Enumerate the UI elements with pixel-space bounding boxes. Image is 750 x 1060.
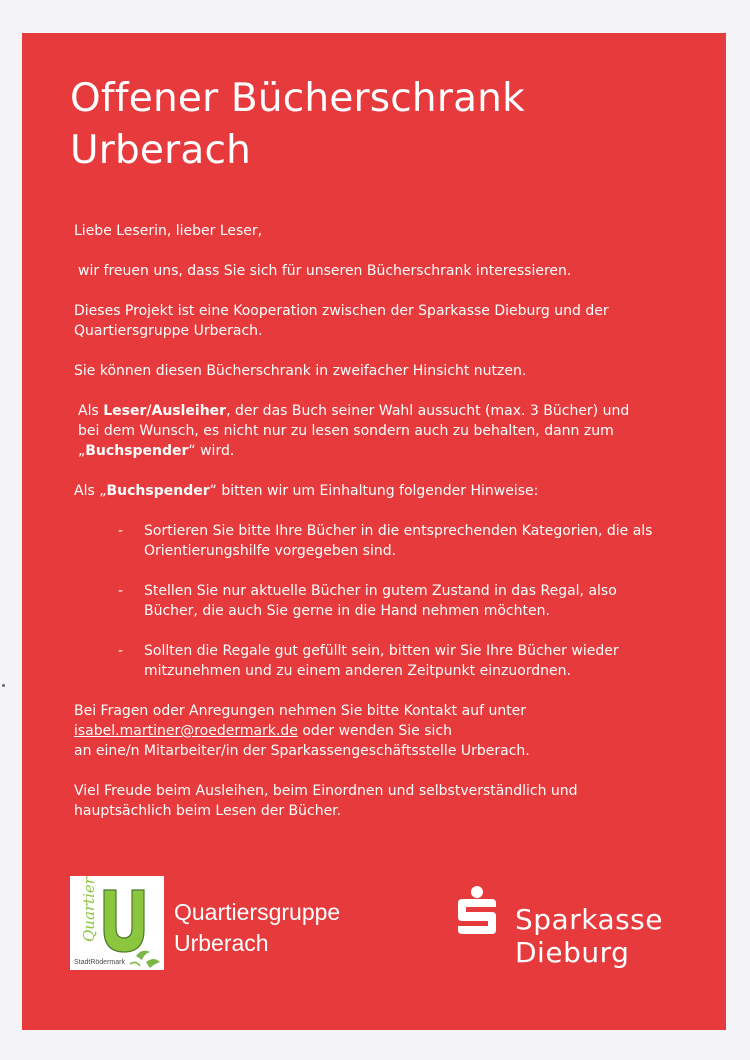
spk-line-2: Dieburg: [515, 936, 630, 969]
reader-prefix: Als: [78, 403, 104, 419]
interest-paragraph: wir freuen uns, dass Sie sich für unseren Bücherschrank interessieren.: [78, 263, 572, 279]
poster-title: [70, 73, 670, 177]
donor-bold: Buchspender: [106, 483, 210, 499]
bullet-dash: -: [118, 643, 124, 659]
donor-prefix: Als „: [74, 483, 107, 499]
spk-line-1: Sparkasse: [515, 903, 663, 936]
logo-caption: StadtRödermark: [74, 959, 125, 966]
closing-paragraph: Viel Freude beim Ausleihen, beim Einordnen und selbstverständlich und hauptsächlich beim Lesen der Bücher.: [74, 783, 578, 819]
qg-line-1: Quartiersgruppe: [174, 899, 341, 925]
greeting: Liebe Leserin, lieber Leser,: [74, 223, 263, 239]
bullet-dash: -: [118, 583, 124, 599]
sparkasse-s-icon: [456, 885, 498, 937]
project-paragraph: Dieses Projekt ist eine Kooperation zwischen der Sparkasse Dieburg und der Quartiersgruppe Urberach.: [74, 303, 609, 339]
contact-paragraph: [74, 701, 654, 761]
sparkasse-name: [515, 903, 663, 969]
reader-paragraph: [74, 401, 654, 461]
poster-body: [74, 221, 654, 841]
quartiersgruppe-name: [174, 897, 340, 959]
hint-text: Sollten die Regale gut gefüllt sein, bitten wir Sie Ihre Bücher wieder mitzunehmen und zu einem anderen Zeitpunkt einzuordnen.: [144, 643, 619, 679]
hint-list: [74, 521, 654, 681]
usage-paragraph: Sie können diesen Bücherschrank in zweifacher Hinsicht nutzen.: [74, 363, 527, 379]
hint-item: [74, 581, 654, 621]
contact-prefix: Bei Fragen oder Anregungen nehmen Sie bitte Kontakt auf unter: [74, 703, 527, 719]
logo-script-text: Quartier: [80, 877, 98, 942]
bullet-dash: -: [118, 523, 124, 539]
quartiersgruppe-logo: [70, 876, 164, 970]
contact-email-link[interactable]: isabel.martiner@roedermark.de: [74, 723, 298, 739]
hint-item: [74, 521, 654, 561]
donor-end: “ bitten wir um Einhaltung folgender Hinweise:: [209, 483, 539, 499]
quartier-u-logo-icon: [70, 876, 164, 970]
contact-mid: oder wenden Sie sich: [297, 723, 452, 739]
poster: [22, 33, 726, 1030]
contact-end: an eine/n Mitarbeiter/in der Sparkassengeschäftsstelle Urberach.: [74, 743, 530, 759]
hint-item: [74, 641, 654, 681]
reader-bold: Leser/Ausleiher: [103, 403, 227, 419]
reader-end: “ wird.: [188, 443, 235, 459]
scan-speck: [2, 684, 5, 687]
title-line-2: Urberach: [70, 128, 252, 173]
donor-paragraph: [74, 481, 654, 501]
hint-text: Stellen Sie nur aktuelle Bücher in gutem Zustand in das Regal, also Bücher, die auch Sie gerne in die Hand nehmen möchten.: [144, 583, 617, 619]
hint-text: Sortieren Sie bitte Ihre Bücher in die entsprechenden Kategorien, die als Orientierungshilfe vorgegeben sind.: [144, 523, 653, 559]
reader-quote: „: [78, 443, 86, 459]
reader-bold-2: Buchspender: [85, 443, 189, 459]
title-line-1: Offener Bücherschrank: [70, 76, 525, 121]
reader-mid: , der das Buch seiner Wahl aussucht (max. 3 Bücher) und bei dem Wunsch, es nicht nur zu lesen sondern auch zu behalten, dann zum: [78, 403, 630, 439]
qg-line-2: Urberach: [174, 930, 269, 956]
